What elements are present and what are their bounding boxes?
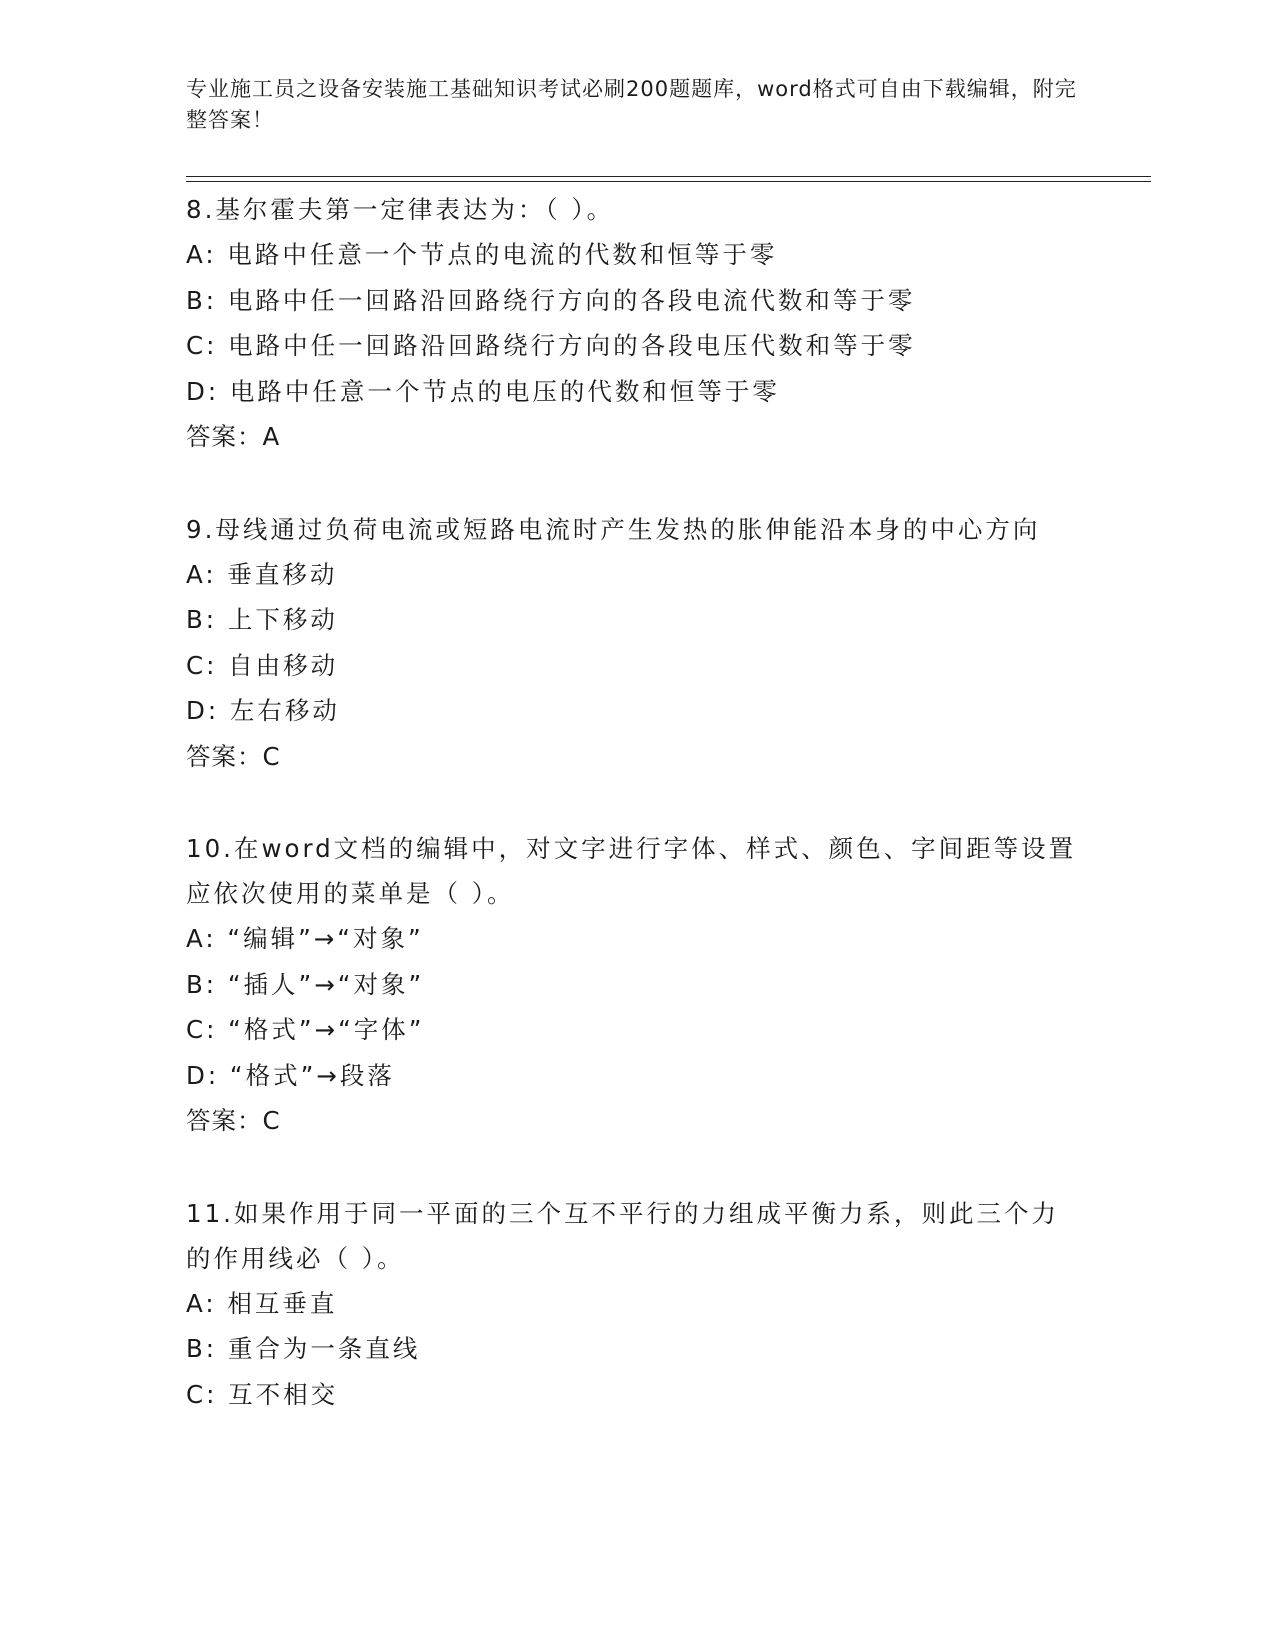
question-10 — [186, 826, 1086, 1144]
option-c: C: 电路中任一回路沿回路绕行方向的各段电压代数和等于零 — [186, 331, 916, 360]
option-c: C: 自由移动 — [186, 650, 339, 680]
header-divider-bottom — [186, 181, 1151, 182]
option-d: D: 左右移动 — [186, 696, 340, 725]
question-stem: 10.在word文档的编辑中，对文字进行字体、样式、颜色、字间距等设置应依次使用的菜单是（ ）。 — [186, 834, 1077, 908]
option-a: A: “编辑”→“对象” — [186, 924, 424, 953]
header-divider-top — [186, 176, 1151, 177]
option-a: A: 相互垂直 — [186, 1288, 338, 1318]
option-b: B: “插人”→“对象” — [186, 969, 425, 999]
option-c: C: 互不相交 — [186, 1379, 339, 1409]
question-stem: 9.母线通过负荷电流或短路电流时产生发热的胀伸能沿本身的中心方向 — [186, 514, 1041, 544]
document-title: 专业施工员之设备安装施工基础知识考试必刷200题题库，word格式可自由下载编辑，附完整答案！ — [186, 77, 1077, 132]
option-c: C: “格式”→“字体” — [186, 1015, 425, 1044]
question-stem: 8.基尔霍夫第一定律表达为：（ ）。 — [186, 195, 615, 224]
option-a: A: 电路中任意一个节点的电流的代数和恒等于零 — [186, 240, 778, 269]
option-a: A: 垂直移动 — [186, 559, 338, 589]
document-header — [186, 74, 1086, 136]
question-11 — [186, 1191, 1086, 1418]
question-9 — [186, 507, 1086, 780]
answer-line: 答案：C — [186, 741, 281, 771]
question-stem: 11.如果作用于同一平面的三个互不平行的力组成平衡力系，则此三个力的作用线必（ ）。 — [186, 1198, 1059, 1273]
option-b: B: 重合为一条直线 — [186, 1334, 421, 1363]
option-d: D: 电路中任意一个节点的电压的代数和恒等于零 — [186, 376, 780, 406]
answer-line: 答案：A — [186, 422, 281, 451]
option-b: B: 上下移动 — [186, 605, 338, 634]
question-list — [186, 187, 1086, 1417]
question-8 — [186, 187, 1086, 460]
answer-line: 答案：C — [186, 1106, 281, 1135]
option-d: D: “格式”→段落 — [186, 1060, 395, 1090]
option-b: B: 电路中任一回路沿回路绕行方向的各段电流代数和等于零 — [186, 285, 916, 315]
